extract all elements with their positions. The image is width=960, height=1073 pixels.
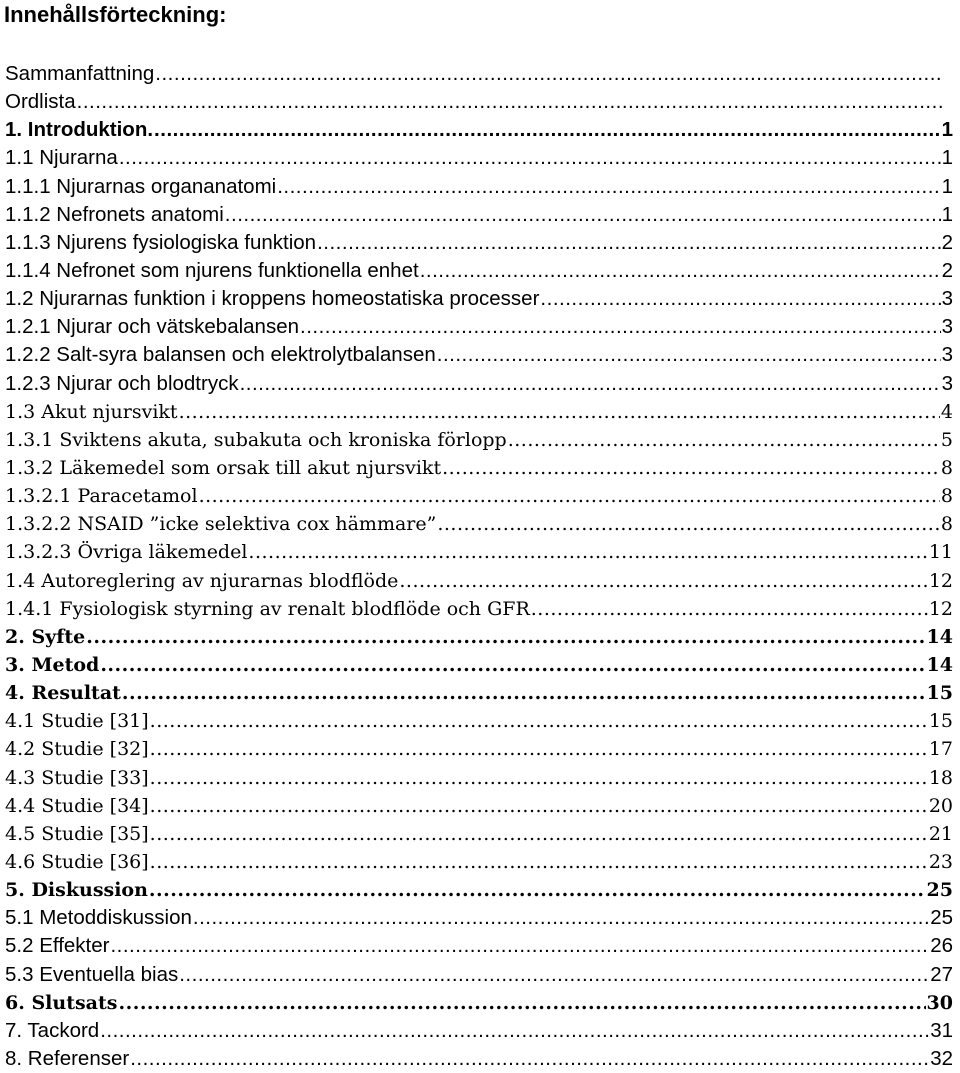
toc-entry[interactable] xyxy=(5,285,953,313)
toc-entry[interactable] xyxy=(5,144,953,172)
toc-entry-label: 1.3.2.1 Paracetamol xyxy=(5,485,198,508)
toc-entry-label: 4.5 Studie [35] xyxy=(5,822,149,845)
toc-entry-page: 20 xyxy=(928,794,953,817)
toc-dot-leader xyxy=(154,116,941,144)
toc-dot-leader xyxy=(179,398,940,426)
toc-entry[interactable] xyxy=(5,567,953,595)
toc-dot-leader xyxy=(277,173,940,201)
toc-dot-leader xyxy=(118,989,925,1017)
toc-entry[interactable] xyxy=(5,989,953,1017)
toc-entry-label: 1.3.2.2 NSAID ”icke selektiva cox hämmare” xyxy=(5,513,437,536)
toc-dot-leader xyxy=(248,538,927,566)
toc-entry-label: 1.2 Njurarnas funktion i kroppens homeostatiska processer xyxy=(5,287,540,311)
toc-entry-page: 15 xyxy=(928,710,953,733)
toc-entry[interactable] xyxy=(5,1017,953,1045)
toc-entry[interactable] xyxy=(5,426,953,454)
toc-entry[interactable] xyxy=(5,595,953,623)
toc-entry-label: 3. Metod xyxy=(5,653,100,676)
toc-entry-page: 3 xyxy=(941,371,953,395)
toc-dot-leader xyxy=(420,257,941,285)
toc-entry-page: 27 xyxy=(930,962,953,986)
toc-dot-leader xyxy=(317,229,941,257)
toc-dot-leader xyxy=(179,961,929,989)
toc-entry[interactable] xyxy=(5,201,953,229)
toc-entry-label: 1.4.1 Fysiologisk styrning av renalt blodflöde och GFR xyxy=(5,597,530,620)
toc-dot-leader xyxy=(100,651,925,679)
toc-entry-label: 1.1 Njurarna xyxy=(5,146,118,170)
toc-entry-label: 4.6 Studie [36] xyxy=(5,850,149,873)
toc-entry[interactable] xyxy=(5,341,953,369)
toc-entry-label: 1.3 Akut njursvikt xyxy=(5,400,178,423)
toc-entry-page: 1 xyxy=(941,118,953,142)
toc-entry-label: 4.2 Studie [32] xyxy=(5,738,149,761)
toc-entry-label: 6. Slutsats xyxy=(5,991,118,1014)
toc-entry-label: 5.1 Metoddiskussion xyxy=(5,906,192,930)
toc-dot-leader xyxy=(149,876,926,904)
toc-entry-page: 14 xyxy=(926,653,953,676)
toc-dot-leader xyxy=(100,1017,929,1045)
toc-entry-label: 1.1.4 Nefronet som njurens funktionella enhet xyxy=(5,258,419,282)
toc-entry[interactable] xyxy=(5,454,953,482)
toc-dot-leader xyxy=(77,88,944,116)
toc-entry-label: 1.3.1 Sviktens akuta, subakuta och kroniska förlopp xyxy=(5,428,507,451)
toc-entry[interactable] xyxy=(5,707,953,735)
toc-dot-leader xyxy=(122,679,926,707)
toc-entry-page: 1 xyxy=(941,202,953,226)
toc-entry-page: 26 xyxy=(930,934,953,958)
toc-entry[interactable] xyxy=(5,60,953,88)
toc-entry-label: 4.3 Studie [33] xyxy=(5,766,149,789)
toc-entry[interactable] xyxy=(5,257,953,285)
toc-entry-page: 8 xyxy=(940,485,953,508)
toc-entry-page: 31 xyxy=(930,1018,953,1042)
toc-entry-label: 1.4 Autoreglering av njurarnas blodflöde xyxy=(5,569,399,592)
toc-entry[interactable] xyxy=(5,173,953,201)
toc-entry-label: 5. Diskussion xyxy=(5,879,148,902)
toc-entry[interactable] xyxy=(5,370,953,398)
toc-entry[interactable] xyxy=(5,848,953,876)
toc-entry[interactable] xyxy=(5,679,953,707)
toc-dot-leader xyxy=(193,904,929,932)
toc-entry[interactable] xyxy=(5,792,953,820)
toc-entry-label: 1.3.2 Läkemedel som orsak till akut njursvikt xyxy=(5,456,442,479)
toc-entry-label: 1.2.3 Njurar och blodtryck xyxy=(5,371,239,395)
toc-entry[interactable] xyxy=(5,510,953,538)
toc-entry-label: 1.1.3 Njurens fysiologiska funktion xyxy=(5,230,317,254)
toc-entry-label: 5.3 Eventuella bias xyxy=(5,962,179,986)
toc-entry-page: 3 xyxy=(941,343,953,367)
toc-entry[interactable] xyxy=(5,623,953,651)
toc-entry-page: 2 xyxy=(941,230,953,254)
toc-entry-page: 23 xyxy=(928,850,953,873)
toc-entry-label: Ordlista xyxy=(5,90,76,114)
toc-entry[interactable] xyxy=(5,961,953,989)
toc-dot-leader xyxy=(86,623,925,651)
toc-entry-label: 4.4 Studie [34] xyxy=(5,794,149,817)
page-title: Innehållsförteckning: xyxy=(4,2,227,27)
toc-entry-label: 8. Referenser xyxy=(5,1046,130,1070)
toc-entry[interactable] xyxy=(5,932,953,960)
toc-entry-label: 5.2 Effekter xyxy=(5,934,110,958)
toc-entry-page: 14 xyxy=(926,625,953,648)
toc-entry-page: 32 xyxy=(930,1046,953,1070)
toc-entry-page: 12 xyxy=(928,597,953,620)
toc-entry[interactable] xyxy=(5,229,953,257)
toc-dot-leader xyxy=(130,1045,929,1073)
toc-dot-leader xyxy=(150,735,928,763)
toc-entry-page: 17 xyxy=(928,738,953,761)
toc-entry[interactable] xyxy=(5,735,953,763)
toc-entry-page: 8 xyxy=(940,513,953,536)
toc-dot-leader xyxy=(119,144,941,172)
toc-entry-label: 1.1.2 Nefronets anatomi xyxy=(5,202,224,226)
toc-dot-leader xyxy=(437,341,941,369)
toc-dot-leader xyxy=(150,792,928,820)
toc-entry[interactable] xyxy=(5,538,953,566)
toc-entry[interactable] xyxy=(5,820,953,848)
toc-entry-label: 1.1.1 Njurarnas organanatomi xyxy=(5,174,277,198)
toc-dot-leader xyxy=(399,567,927,595)
toc-entry[interactable] xyxy=(5,1045,953,1073)
toc-dot-leader xyxy=(150,764,928,792)
toc-entry-page: 25 xyxy=(926,879,953,902)
toc-entry-page: 4 xyxy=(940,400,953,423)
toc-dot-leader xyxy=(110,932,929,960)
toc-entry-page: 1 xyxy=(941,146,953,170)
toc-entry[interactable] xyxy=(5,88,953,116)
toc-entry-page: 21 xyxy=(928,822,953,845)
toc-dot-leader xyxy=(240,370,941,398)
toc-entry-page: 15 xyxy=(926,682,953,705)
toc-entry-page: 8 xyxy=(940,456,953,479)
toc-entry-page: 12 xyxy=(928,569,953,592)
toc-dot-leader xyxy=(150,820,928,848)
toc-entry[interactable] xyxy=(5,313,953,341)
toc-dot-leader xyxy=(300,313,941,341)
toc-entry-label: 4.1 Studie [31] xyxy=(5,710,149,733)
toc-entry-page: 25 xyxy=(930,906,953,930)
toc-entry-page: 30 xyxy=(926,991,953,1014)
toc-entry[interactable] xyxy=(5,482,953,510)
toc-entry-label: 1.3.2.3 Övriga läkemedel xyxy=(5,541,248,564)
toc-dot-leader xyxy=(540,285,940,313)
toc-entry-label: Sammanfattning xyxy=(5,62,155,85)
toc-entry-label: 1.2.2 Salt-syra balansen och elektrolytbalansen xyxy=(5,343,436,367)
toc-entry-page: 1 xyxy=(941,174,953,198)
toc-entry-page: 3 xyxy=(941,287,953,311)
toc-entry-label: 7. Tackord xyxy=(5,1018,100,1042)
toc-entry-label: 4. Resultat xyxy=(5,682,121,705)
table-of-contents xyxy=(5,60,953,1073)
toc-entry-label: 1. Introduktion. xyxy=(5,118,154,142)
toc-entry[interactable] xyxy=(5,764,953,792)
toc-entry-label: 2. Syfte xyxy=(5,625,86,648)
toc-entry-page: 5 xyxy=(940,428,953,451)
toc-entry[interactable] xyxy=(5,651,953,679)
toc-dot-leader xyxy=(150,848,928,876)
toc-dot-leader xyxy=(155,60,944,88)
toc-dot-leader xyxy=(442,454,940,482)
toc-dot-leader xyxy=(199,482,940,510)
toc-entry-page: 11 xyxy=(928,541,953,564)
toc-dot-leader xyxy=(531,595,928,623)
toc-dot-leader xyxy=(150,707,928,735)
toc-dot-leader xyxy=(437,510,940,538)
toc-entry[interactable] xyxy=(5,116,953,144)
toc-entry-page: 3 xyxy=(941,315,953,339)
toc-entry[interactable] xyxy=(5,398,953,426)
toc-entry[interactable] xyxy=(5,876,953,904)
toc-dot-leader xyxy=(225,201,941,229)
toc-entry-label: 1.2.1 Njurar och vätskebalansen xyxy=(5,315,300,339)
toc-entry-page: 18 xyxy=(928,766,953,789)
toc-dot-leader xyxy=(508,426,940,454)
toc-entry-page: 2 xyxy=(941,258,953,282)
toc-entry[interactable] xyxy=(5,904,953,932)
